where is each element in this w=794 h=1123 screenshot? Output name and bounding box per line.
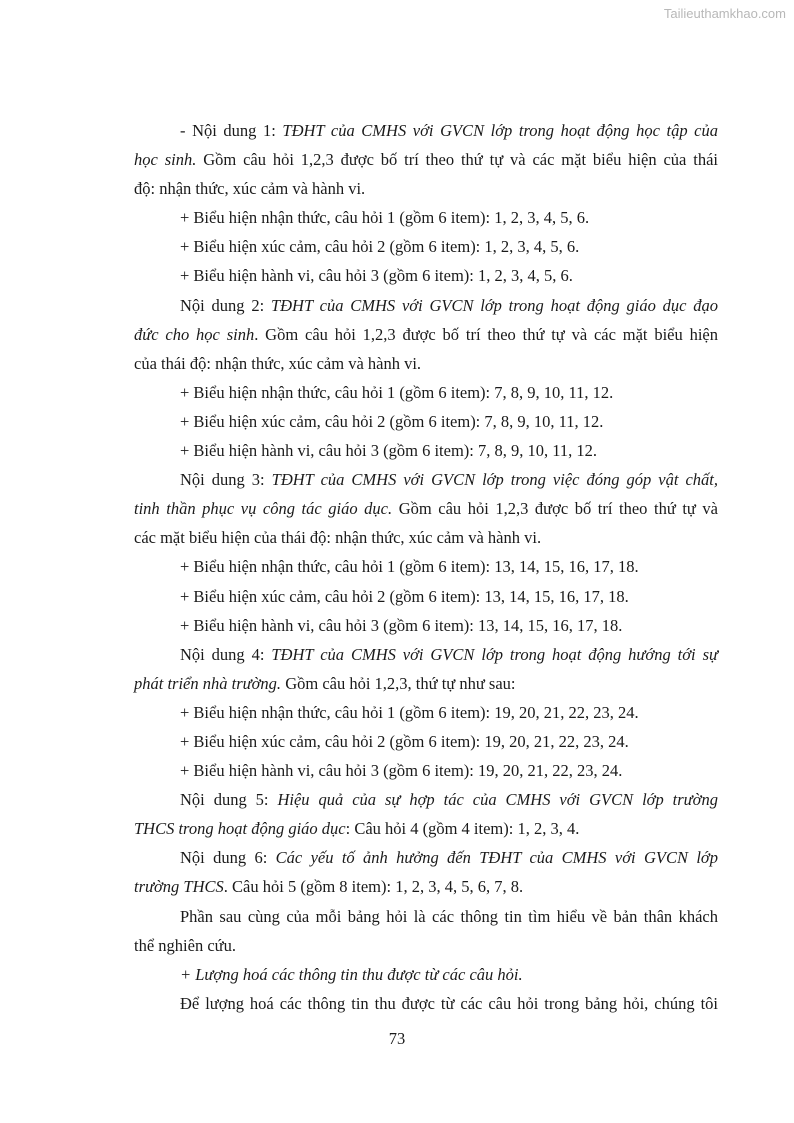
text-line: [134, 582, 718, 611]
text-segment: của thái độ: nhận thức, xúc cảm và hành vi.: [134, 353, 422, 373]
text-segment: . Gồm câu hỏi 1,2,3 được bố trí theo thứ tự và các mặt biểu hiện: [254, 324, 718, 344]
text-segment: Gồm câu hỏi 1,2,3, thứ tự như sau:: [281, 673, 516, 693]
italic-text: học sinh.: [134, 150, 197, 170]
text-line: [134, 349, 718, 378]
italic-text: Hiệu quả của sự hợp tác của CMHS với GVCN lớp trường: [277, 790, 718, 810]
text-segment: + Biểu hiện hành vi, câu hỏi 3 (gồm 6 item): 19, 20, 21, 22, 23, 24.: [180, 761, 623, 781]
text-segment: + Biểu hiện nhận thức, câu hỏi 1 (gồm 6 item): 7, 8, 9, 10, 11, 12.: [180, 382, 614, 402]
text-segment: Nội dung 2:: [180, 295, 271, 315]
text-line: [134, 640, 718, 669]
text-segment: + Biểu hiện xúc cảm, câu hỏi 2 (gồm 6 item): 1, 2, 3, 4, 5, 6.: [180, 237, 580, 257]
text-line: [134, 611, 718, 640]
italic-text: trường THCS: [134, 877, 224, 897]
text-segment: Nội dung 6:: [180, 848, 276, 868]
text-segment: Nội dung 5:: [180, 790, 278, 810]
text-line: [134, 436, 718, 465]
text-line: [134, 872, 718, 901]
italic-text: + Lượng hoá các thông tin thu được từ các câu hỏi.: [180, 964, 523, 984]
text-line: [134, 378, 718, 407]
text-line: [134, 698, 718, 727]
italic-text: phát triển nhà trường.: [134, 673, 282, 693]
text-segment: độ: nhận thức, xúc cảm và hành vi.: [134, 179, 366, 199]
text-line: [134, 116, 718, 145]
text-segment: + Biểu hiện hành vi, câu hỏi 3 (gồm 6 item): 7, 8, 9, 10, 11, 12.: [180, 441, 598, 461]
text-segment: + Biểu hiện nhận thức, câu hỏi 1 (gồm 6 item): 1, 2, 3, 4, 5, 6.: [180, 208, 590, 228]
text-line: [134, 931, 718, 960]
text-segment: + Biểu hiện xúc cảm, câu hỏi 2 (gồm 6 item): 19, 20, 21, 22, 23, 24.: [180, 731, 629, 751]
text-segment: thể nghiên cứu.: [134, 935, 236, 955]
text-line: [134, 727, 718, 756]
watermark: Tailieuthamkhao.com: [663, 6, 786, 21]
italic-text: THCS trong hoạt động giáo dục: [134, 819, 346, 839]
text-line: [134, 407, 718, 436]
text-segment: Nội dung 3:: [180, 470, 272, 490]
text-line: [134, 174, 718, 203]
text-segment: + Biểu hiện nhận thức, câu hỏi 1 (gồm 6 item): 19, 20, 21, 22, 23, 24.: [180, 702, 639, 722]
text-line: [134, 552, 718, 581]
text-segment: Gồm câu hỏi 1,2,3 được bố trí theo thứ tự và các mặt biểu hiện của thái: [196, 150, 718, 170]
text-segment: Phần sau cùng của mỗi bảng hỏi là các thông tin tìm hiểu về bản thân khách: [180, 906, 718, 926]
text-segment: + Biểu hiện hành vi, câu hỏi 3 (gồm 6 item): 1, 2, 3, 4, 5, 6.: [180, 266, 573, 286]
text-line: [134, 320, 718, 349]
italic-text: TĐHT của CMHS với GVCN lớp trong việc đóng góp vật chất,: [271, 470, 719, 490]
page-number: 73: [388, 1029, 406, 1048]
text-segment: Nội dung 4:: [180, 644, 272, 664]
text-line: [134, 465, 718, 494]
text-segment: - Nội dung 1:: [180, 121, 283, 140]
text-line: [134, 291, 718, 320]
text-segment: + Biểu hiện xúc cảm, câu hỏi 2 (gồm 6 item): 13, 14, 15, 16, 17, 18.: [180, 586, 629, 606]
italic-text: đức cho học sinh: [134, 324, 255, 344]
text-line: [134, 145, 718, 174]
text-line: [134, 785, 718, 814]
text-segment: + Biểu hiện xúc cảm, câu hỏi 2 (gồm 6 item): 7, 8, 9, 10, 11, 12.: [180, 411, 604, 431]
text-segment: : Câu hỏi 4 (gồm 4 item): 1, 2, 3, 4.: [345, 819, 580, 839]
text-segment: + Biểu hiện hành vi, câu hỏi 3 (gồm 6 item): 13, 14, 15, 16, 17, 18.: [180, 615, 623, 635]
text-line: [134, 523, 718, 552]
text-segment: Để lượng hoá các thông tin thu được từ các câu hỏi trong bảng hỏi, chúng tôi: [180, 993, 718, 1013]
text-line: [134, 814, 718, 843]
text-line: [134, 843, 718, 872]
text-line: [134, 669, 718, 698]
text-segment: . Câu hỏi 5 (gồm 8 item): 1, 2, 3, 4, 5, 6, 7, 8.: [223, 877, 524, 897]
italic-text: Các yếu tố ảnh hưởng đến TĐHT của CMHS với GVCN lớp: [275, 848, 718, 868]
text-line: [134, 261, 718, 290]
italic-text: TĐHT của CMHS với GVCN lớp trong hoạt động hướng tới sự: [271, 644, 718, 664]
text-line: [134, 494, 718, 523]
italic-text: tinh thần phục vụ công tác giáo dục.: [134, 499, 393, 519]
document-body: [134, 116, 718, 1018]
text-line: [134, 203, 718, 232]
text-line: [134, 902, 718, 931]
text-line: [134, 756, 718, 785]
text-line: [134, 960, 718, 989]
text-segment: các mặt biểu hiện của thái độ: nhận thức, xúc cảm và hành vi.: [134, 528, 542, 548]
text-segment: Gồm câu hỏi 1,2,3 được bố trí theo thứ tự và: [392, 499, 719, 519]
text-segment: + Biểu hiện nhận thức, câu hỏi 1 (gồm 6 item): 13, 14, 15, 16, 17, 18.: [180, 557, 639, 577]
italic-text: TĐHT của CMHS với GVCN lớp trong hoạt động học tập của: [282, 121, 718, 140]
text-line: [134, 232, 718, 261]
italic-text: TĐHT của CMHS với GVCN lớp trong hoạt động giáo dục đạo: [270, 295, 718, 315]
text-line: [134, 989, 718, 1018]
